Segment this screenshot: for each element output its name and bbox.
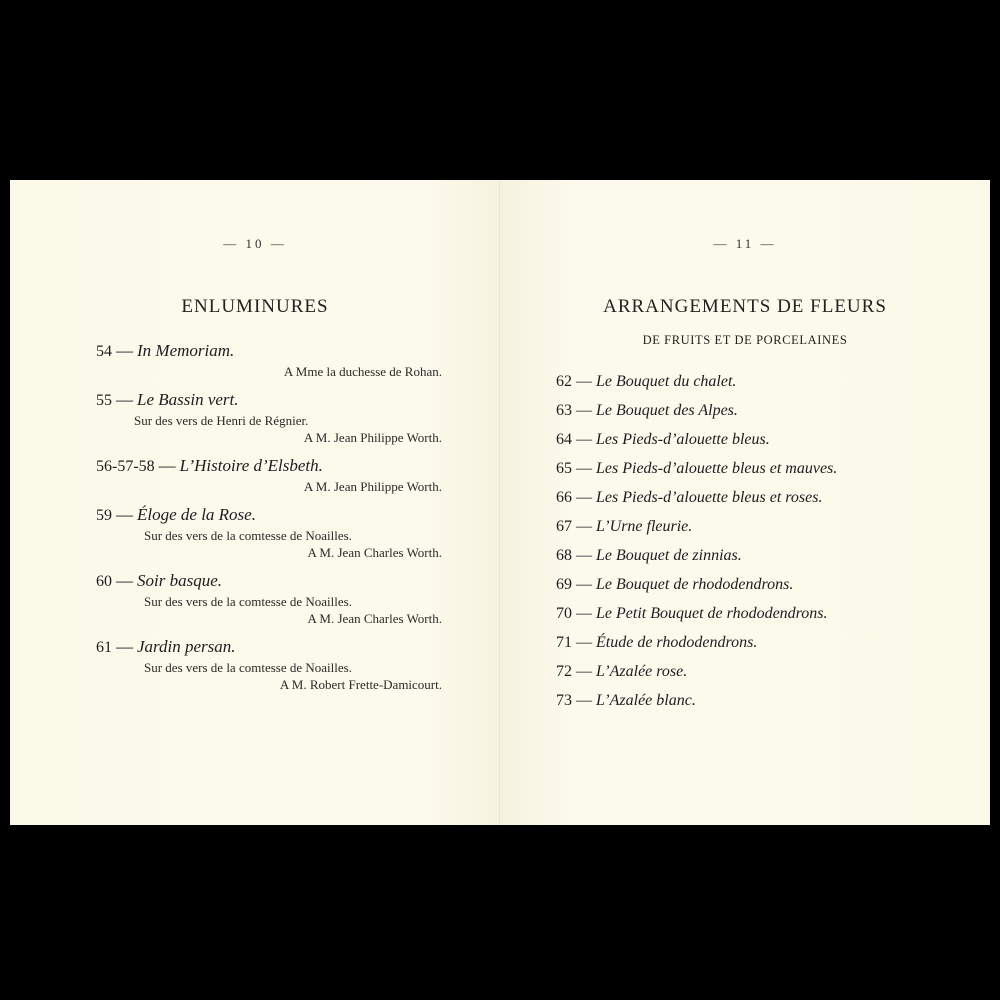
dash: — (576, 402, 592, 419)
catalog-entry (96, 570, 442, 627)
entry-title: In Memoriam. (137, 341, 235, 360)
dash: — (576, 431, 592, 448)
entry-title: Le Bouquet de zinnias. (596, 547, 742, 564)
entry-title: L’Histoire d’Elsbeth. (179, 456, 323, 475)
catalog-entry (556, 661, 976, 690)
dash: — (576, 576, 592, 593)
entry-list (556, 371, 976, 719)
entry-number: 56-57-58 (96, 458, 155, 475)
left-page (10, 180, 500, 825)
catalog-entry (556, 690, 976, 719)
entry-title: L’Azalée rose. (596, 663, 688, 680)
entry-note: Sur des vers de Henri de Régnier. (134, 413, 309, 428)
dash: — (576, 605, 592, 622)
entry-title: Soir basque. (137, 571, 222, 590)
entry-number: 68 (556, 547, 572, 564)
entry-number: 67 (556, 518, 572, 535)
entry-number: 69 (556, 576, 572, 593)
dash: — (576, 692, 592, 709)
catalog-entry (96, 504, 442, 561)
catalog-entry (96, 340, 442, 380)
entry-dedication: A M. Robert Frette-Damicourt. (279, 677, 442, 692)
dash: — (576, 634, 592, 651)
entry-note: Sur des vers de la comtesse de Noailles. (144, 528, 352, 543)
entry-number: 60 (96, 573, 112, 590)
dash: — (576, 663, 592, 680)
entry-note: Sur des vers de la comtesse de Noailles. (144, 594, 352, 609)
dash: — (576, 518, 592, 535)
entry-number: 59 (96, 507, 112, 524)
entry-title: Le Bassin vert. (137, 390, 239, 409)
entry-note: Sur des vers de la comtesse de Noailles. (144, 660, 352, 675)
entry-number: 62 (556, 373, 572, 390)
catalog-entry (96, 636, 442, 693)
catalog-entry (96, 455, 442, 495)
catalog-entry (556, 545, 976, 574)
entry-number: 61 (96, 639, 112, 656)
catalog-entry (556, 400, 976, 429)
catalog-entry (556, 487, 976, 516)
entry-number: 72 (556, 663, 572, 680)
entry-number: 66 (556, 489, 572, 506)
catalog-entry (556, 458, 976, 487)
catalog-entry (556, 516, 976, 545)
entry-dedication: A Mme la duchesse de Rohan. (283, 364, 442, 379)
entry-list (96, 340, 442, 702)
section-subtitle: DE FRUITS ET DE PORCELAINES (642, 333, 848, 347)
entry-title: Le Bouquet des Alpes. (596, 402, 738, 419)
entry-title: Les Pieds-d’alouette bleus et roses. (596, 489, 823, 506)
dash: — (576, 547, 592, 564)
entry-dedication: A M. Jean Charles Worth. (307, 545, 442, 560)
catalog-entry (556, 574, 976, 603)
page-number: — 11 — (713, 236, 777, 251)
book-spread (10, 180, 990, 825)
entry-title: Le Petit Bouquet de rhododendrons. (596, 605, 828, 622)
catalog-entry (556, 632, 976, 661)
dash: — (576, 460, 592, 477)
catalog-entry (556, 603, 976, 632)
dash: — (116, 390, 133, 409)
entry-number: 71 (556, 634, 572, 651)
entry-number: 64 (556, 431, 572, 448)
entry-title: L’Urne fleurie. (596, 518, 693, 535)
section-title: ENLUMINURES (181, 296, 329, 317)
entry-number: 54 (96, 343, 112, 360)
catalog-entry (556, 429, 976, 458)
entry-number: 63 (556, 402, 572, 419)
entry-title: Étude de rhododendrons. (596, 634, 758, 651)
page-number: — 10 — (223, 236, 287, 251)
entry-number: 65 (556, 460, 572, 477)
entry-title: Jardin persan. (137, 637, 236, 656)
dash: — (576, 489, 592, 506)
dash: — (116, 341, 133, 360)
dash: — (116, 571, 133, 590)
entry-title: L’Azalée blanc. (596, 692, 696, 709)
entry-title: Le Bouquet de rhododendrons. (596, 576, 794, 593)
entry-dedication: A M. Jean Charles Worth. (307, 611, 442, 626)
entry-number: 70 (556, 605, 572, 622)
dash: — (116, 505, 133, 524)
entry-number: 73 (556, 692, 572, 709)
entry-title: Les Pieds-d’alouette bleus et mauves. (596, 460, 838, 477)
entry-number: 55 (96, 392, 112, 409)
section-title: ARRANGEMENTS DE FLEURS (603, 296, 887, 317)
dash: — (116, 637, 133, 656)
entry-title: Les Pieds-d’alouette bleus. (596, 431, 770, 448)
entry-title: Éloge de la Rose. (137, 505, 256, 524)
catalog-entry (96, 389, 442, 446)
entry-title: Le Bouquet du chalet. (596, 373, 737, 390)
entry-dedication: A M. Jean Philippe Worth. (303, 479, 442, 494)
entry-dedication: A M. Jean Philippe Worth. (303, 430, 442, 445)
dash: — (158, 456, 176, 475)
dash: — (576, 373, 592, 390)
catalog-entry (556, 371, 976, 400)
